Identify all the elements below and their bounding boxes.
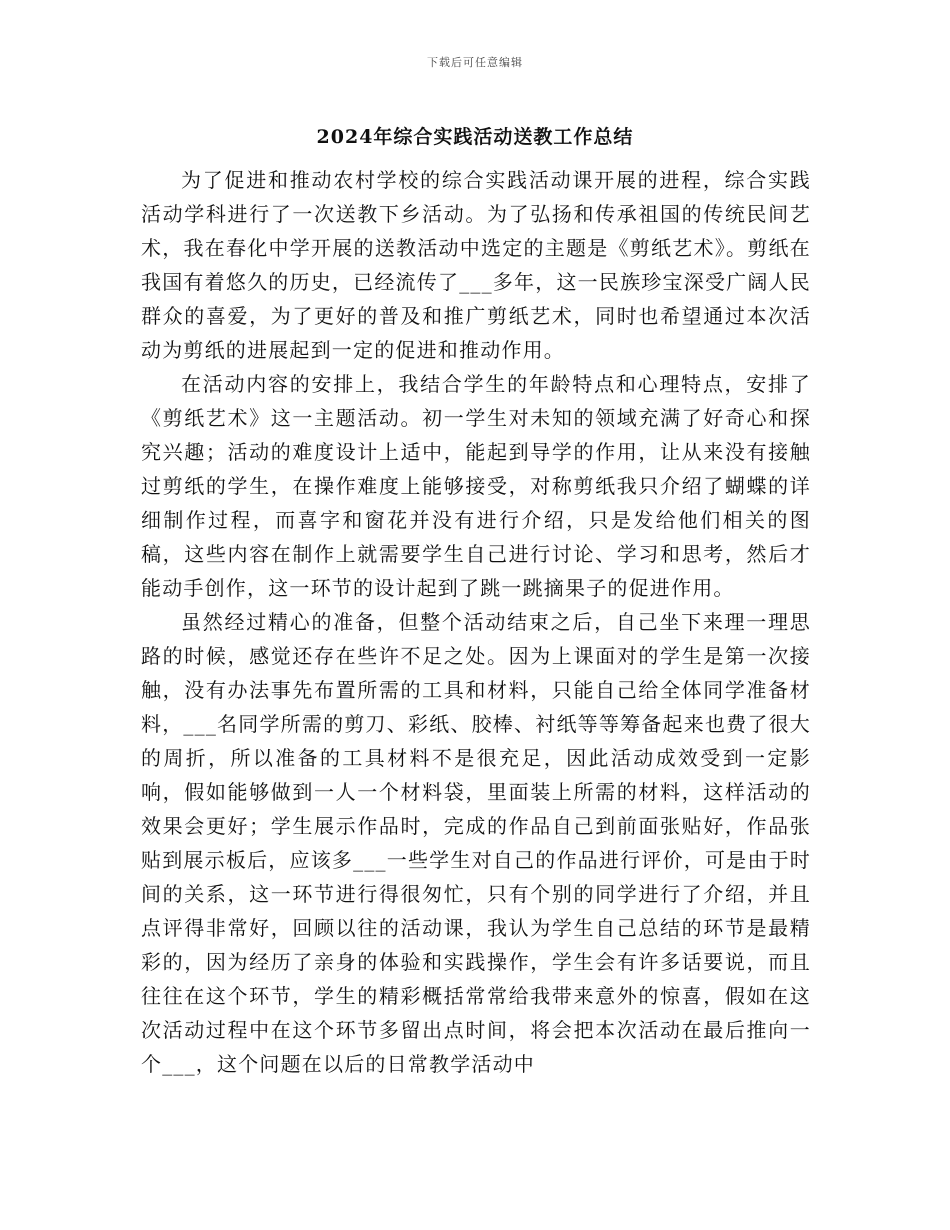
- paragraph: 虽然经过精心的准备，但整个活动结束之后，自己坐下来理一理思路的时候，感觉还存在些许不足之处。因为上课面对的学生是第一次接触，没有办法事先布置所需的工具和材料，只能自己给全体同学准备材料，___名同学所需的剪刀、彩纸、胶棒、衬纸等等筹备起来也费了很大的周折，所以准备的工具材料不是很充足，因此活动成效受到一定影响，假如能够做到一人一个材料袋，里面装上所需的材料，这样活动的效果会更好；学生展示作品时，完成的作品自己到前面张贴好，作品张贴到展示板后，应该多___一些学生对自己的作品进行评价，可是由于时间的关系，这一环节进行得很匆忙，只有个别的同学进行了介绍，并且点评得非常好，回顾以往的活动课，我认为学生自己总结的环节是最精彩的，因为经历了亲身的体验和实践操作，学生会有许多话要说，而且往往在这个环节，学生的精彩概括常常给我带来意外的惊喜，假如在这次活动过程中在这个环节多留出点时间，将会把本次活动在最后推向一个___，这个问题在以后的日常教学活动中: [141, 610, 811, 1076]
- page-title: 2024年综合实践活动送教工作总结: [316, 126, 634, 148]
- paragraph: 在活动内容的安排上，我结合学生的年龄特点和心理特点，安排了《剪纸艺术》这一主题活动。初一学生对未知的领域充满了好奇心和探究兴趣；活动的难度设计上适中，能起到导学的作用，让从来没有接触过剪纸的学生，在操作难度上能够接受，对称剪纸我只介绍了蝴蝶的详细制作过程，而喜字和窗花并没有进行介绍，只是发给他们相关的图稿，这些内容在制作上就需要学生自己进行讨论、学习和思考，然后才能动手创作，这一环节的设计起到了跳一跳摘果子的促进作用。: [141, 372, 811, 600]
- document-body: [141, 163, 811, 1081]
- paragraph: 为了促进和推动农村学校的综合实践活动课开展的进程，综合实践活动学科进行了一次送教下乡活动。为了弘扬和传承祖国的传统民间艺术，我在春化中学开展的送教活动中选定的主题是《剪纸艺术》。剪纸在我国有着悠久的历史，已经流传了___多年，这一民族珍宝深受广阔人民群众的喜爱，为了更好的普及和推广剪纸艺术，同时也希望通过本次活动为剪纸的进展起到一定的促进和推动作用。: [141, 168, 811, 362]
- header-note: 下载后可任意编辑: [427, 56, 523, 69]
